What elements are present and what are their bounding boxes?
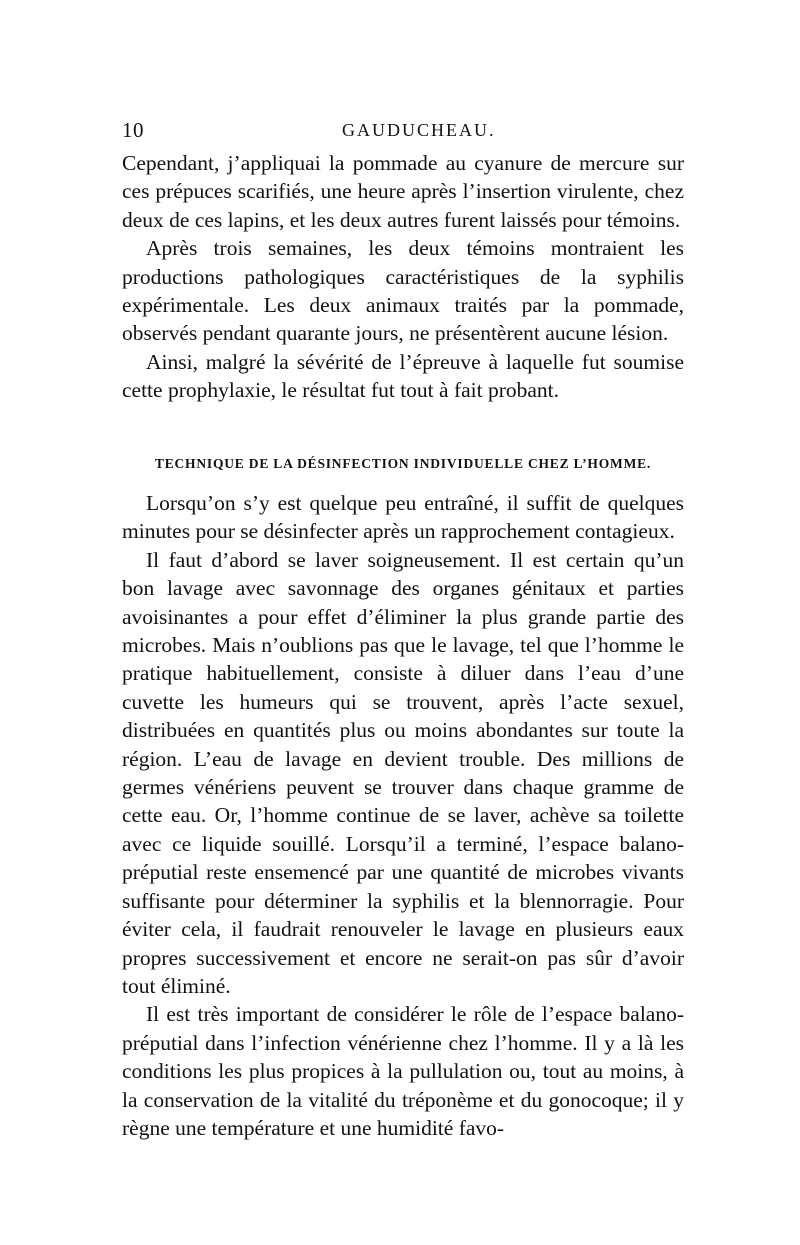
paragraph: Il faut d’abord se laver soigneusement. Il est certain qu’un bon lavage avec savonnage des organes génitaux et parties avoisinantes a pour effet d’éliminer la plus grande partie des microbes. Mais n’oublions pas que le lavage, tel que l’homme le pratique habituellement, consiste à diluer dans l’eau d’une cuvette les humeurs qui se trouvent, après l’acte sexuel, distribuées en quantités plus ou moins abondantes sur toute la région. L’eau de lavage en devient trouble. Des millions de germes vénériens peuvent se trouver dans chaque gramme de cette eau. Or, l’homme continue de se laver, achève sa toilette avec ce liquide souillé. Lorsqu’il a terminé, l’espace balano-préputial reste ensemencé par une quantité de microbes vivants suffisante pour déterminer la syphilis et la blennorragie. Pour éviter cela, il faudrait renouveler le lavage en plusieurs eaux propres successivement et encore ne serait-on pas sûr d’avoir tout éliminé. [122,547,684,998]
paragraph: Il est très important de considérer le rôle de l’espace balano-préputial dans l’infection vénérienne chez l’homme. Il y a là les conditions les plus propices à la pullulation ou, tout au moins, à la conservation de la vitalité du tréponème et du gonocoque; il y règne une température et une humidité favo- [122,1002,684,1140]
running-title: GAUDUCHEAU. [342,120,496,140]
running-header [122,118,682,148]
paragraph: Lorsqu’on s’y est quelque peu entraîné, il suffit de quelques minutes pour se désinfecter après un rapprochement contagieux. [122,491,684,544]
section-heading: TECHNIQUE DE LA DÉSINFECTION INDIVIDUELLE CHEZ L’HOMME. [154,456,652,471]
section-text [122,489,684,1142]
paragraph: Après trois semaines, les deux témoins montraient les productions pathologiques caractéristiques de la syphilis expérimentale. Les deux animaux traités par la pommade, observés pendant quarante jours, ne présentèrent aucune lésion. [122,236,684,346]
page-number: 10 [122,118,144,142]
paragraph: Ainsi, malgré la sévérité de l’épreuve à laquelle fut soumise cette prophylaxie, le résultat fut tout à fait probant. [122,349,684,403]
intro-text [122,149,684,405]
paragraph: Cependant, j’appliquai la pommade au cyanure de mercure sur ces prépuces scarifiés, une heure après l’insertion virulente, chez deux de ces lapins, et les deux autres furent laissés pour témoins. [122,151,684,232]
